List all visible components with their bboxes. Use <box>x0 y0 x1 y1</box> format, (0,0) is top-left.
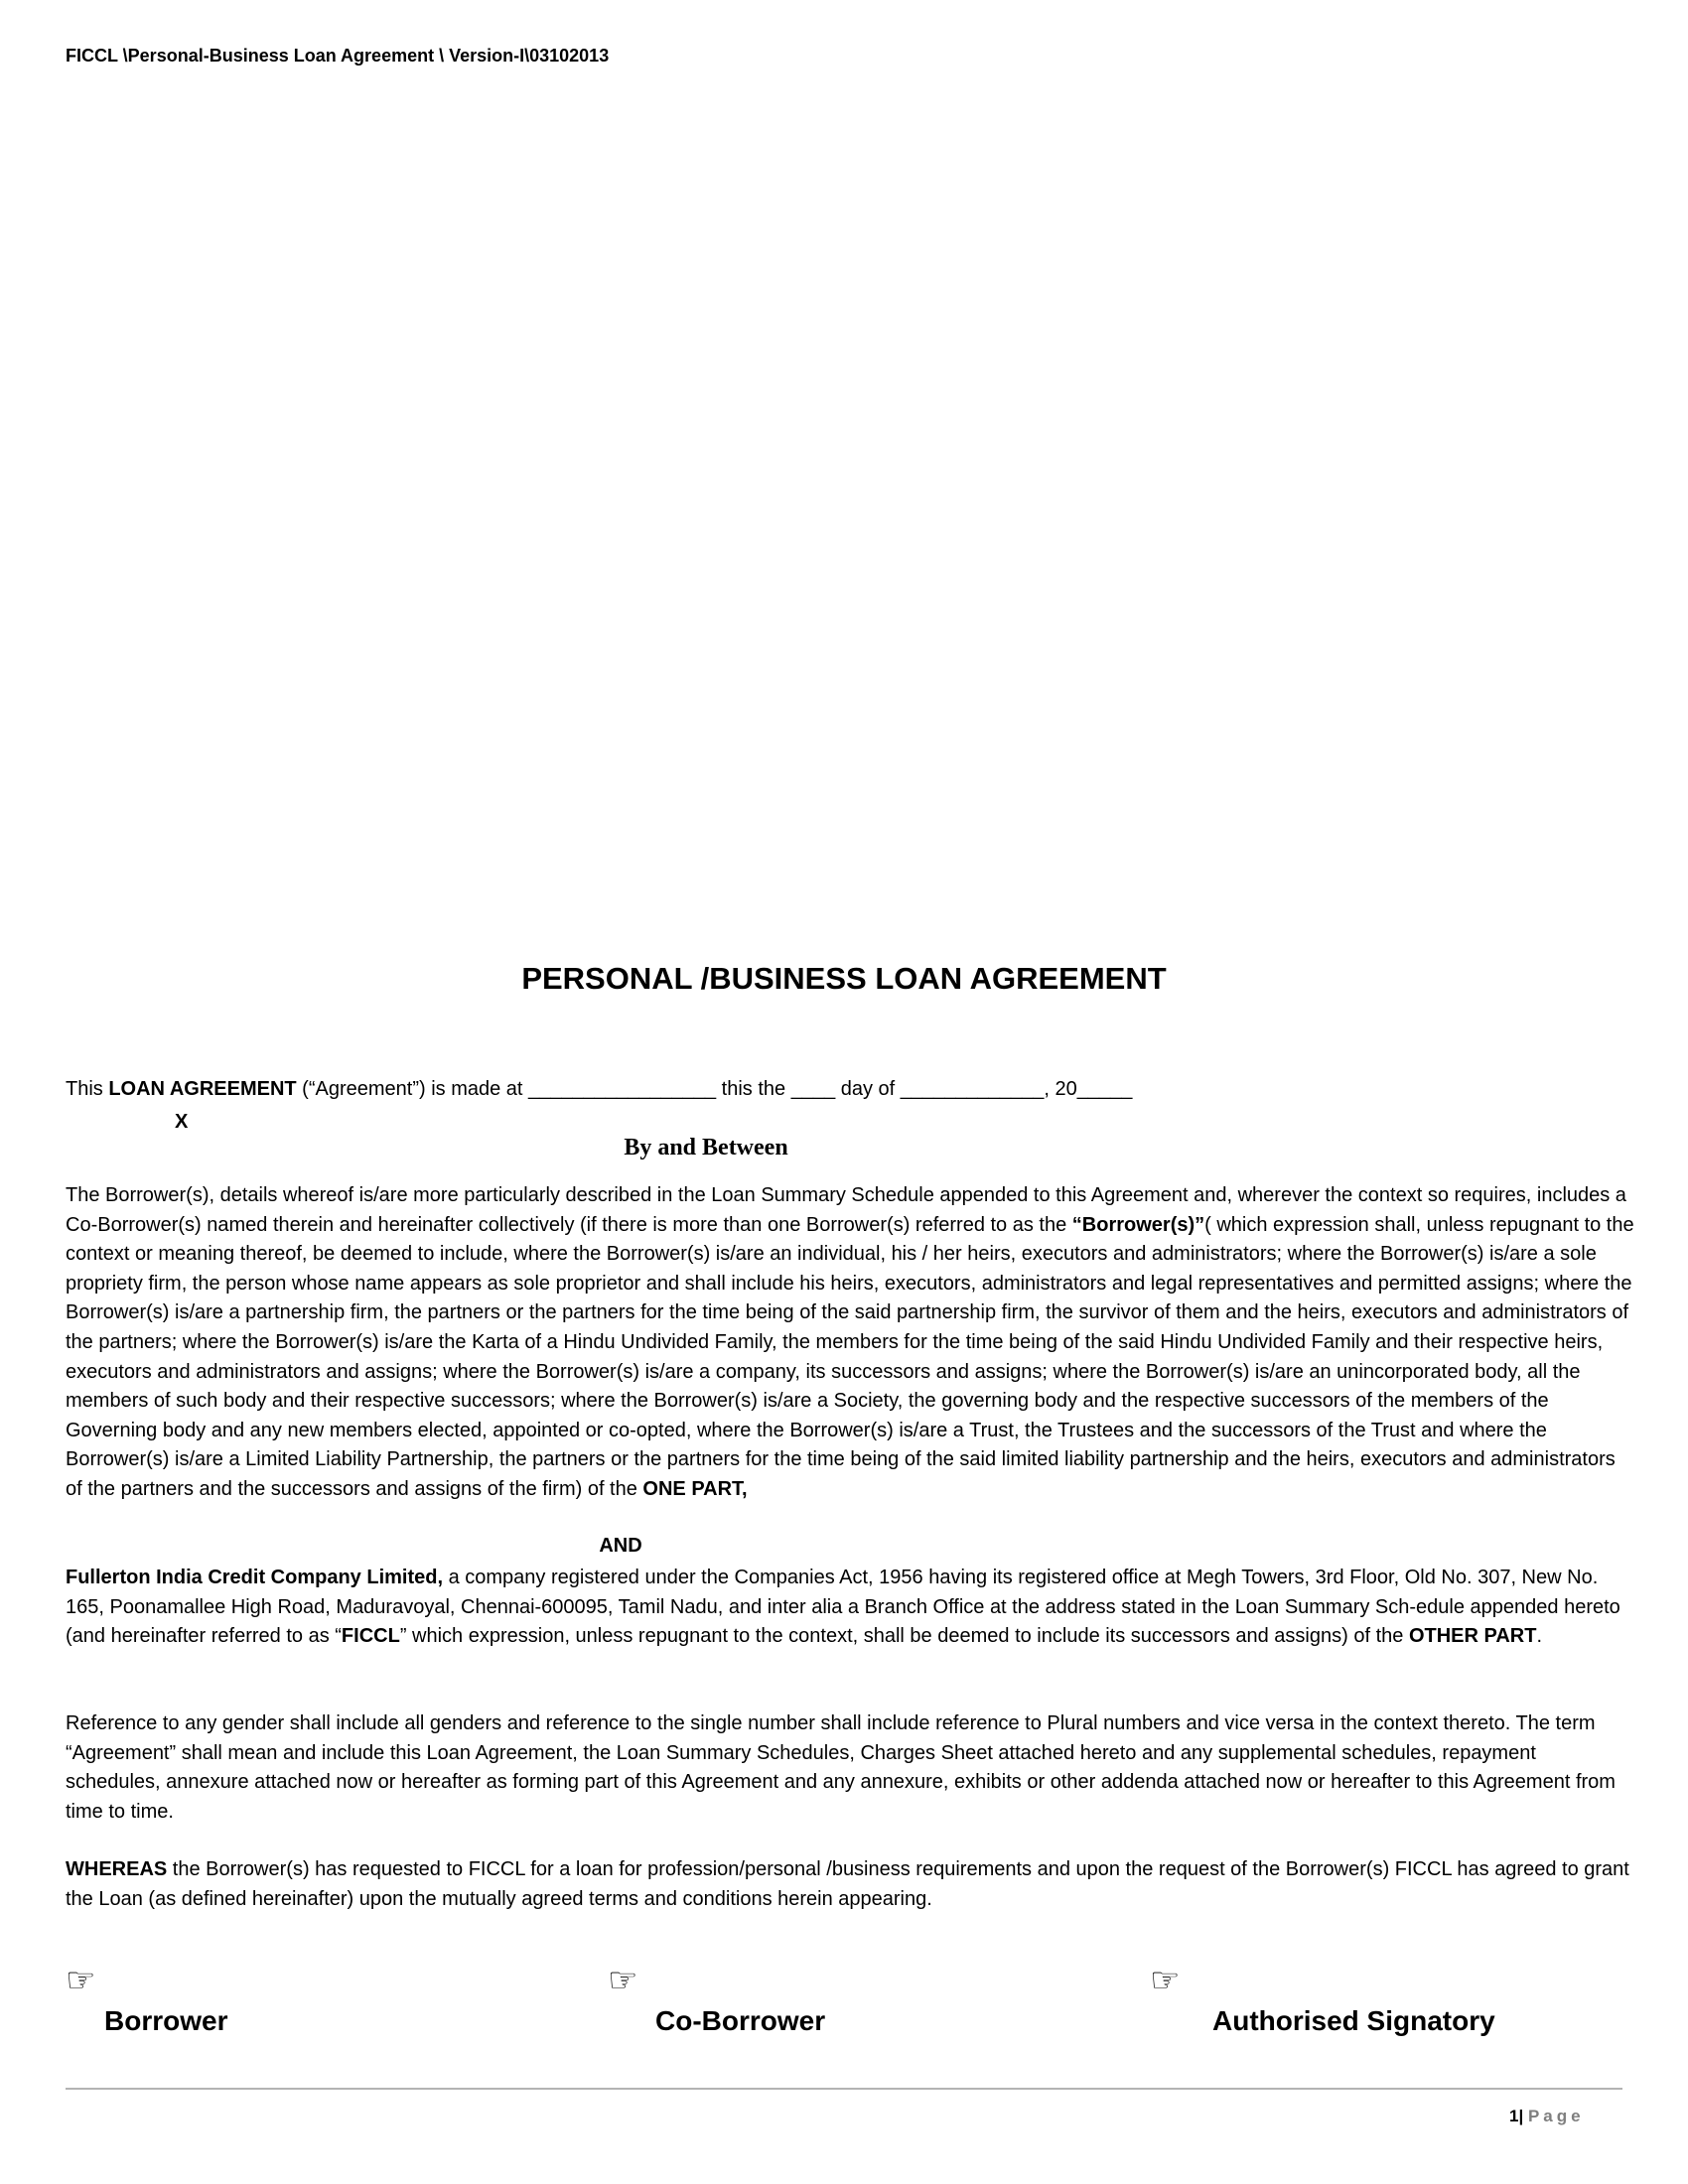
lender-company-name: Fullerton India Credit Company Limited, <box>66 1567 444 1588</box>
opening-bold-text: LOAN AGREEMENT <box>108 1078 297 1100</box>
lender-text-part2: ” which expression, unless repugnant to the context, shall be deemed to include its successors and assigns) of the <box>399 1625 1409 1648</box>
opening-post-text: (“Agreement”) is made at _________________ this the ____ day of _____________, 20_____ <box>296 1078 1133 1100</box>
borrower-signature-label: Borrower <box>104 2005 228 2036</box>
pointing-hand-icon: ☞ <box>1150 1962 1181 1999</box>
pointing-hand-icon: ☞ <box>66 1962 96 1999</box>
reference-paragraph: Reference to any gender shall include all genders and reference to the single number shall include reference to Plural numbers and vice versa in the context thereto. The term “Agreement” shall mean and include this Loan Agreement, the Loan Summary Schedules, Charges Sheet attached hereto and any supplemental schedules, repayment schedules, annexure attached now or hereafter as forming part of this Agreement and any annexure, exhibits or other addenda attached now or hereafter to this Agreement from time to time. <box>66 1712 1616 1823</box>
signature-mark-x: X <box>175 1111 189 1133</box>
whereas-paragraph <box>66 1855 1634 1914</box>
authorised-signatory-label: Authorised Signatory <box>1212 2005 1495 2036</box>
by-and-between-heading: By and Between <box>624 1135 788 1160</box>
borrower-paragraph <box>66 1181 1634 1505</box>
ficcl-defined-term: FICCL <box>341 1625 400 1648</box>
co-borrower-signature-label: Co-Borrower <box>655 2005 826 2036</box>
page-number: 1 <box>1509 2107 1519 2125</box>
lender-text-part3: . <box>1536 1625 1543 1648</box>
borrower-text-part1: The Borrower(s), details whereof is/are more particularly described in the Loan Summary Schedule appended to this Agreement and, wherever the context so requires, includes a Co-Borrower(s) named therein and hereinafter collectively (if there is more than one Borrower(s) referred to as the <box>66 1184 1626 1236</box>
lender-text-part1: a company registered under the Companies Act, 1956 having its registered office at Megh Towers, 3rd Floor, Old No. 307, New No. 165, Poonamallee High Road, Maduravoyal, Chennai-600095, Tamil Nadu, and inter alia a Branch Office at the address stated in the Loan Summary Sch-edule appended hereto (and hereinafter referred to as “ <box>66 1567 1620 1648</box>
one-part-label: ONE PART, <box>642 1477 748 1500</box>
pointing-hand-icon: ☞ <box>608 1962 638 1999</box>
borrower-text-part2: ( which expression shall, unless repugnant to the context or meaning thereof, be deemed to include, where the Borrower(s) is/are an individual, his / her heirs, executors and administrators; where the Borrower(s) is/are a sole propriety firm, the person whose name appears as sole proprietor and shall include his heirs, executors, administrators and legal representatives and permitted assigns; where the Borrower(s) is/are a partnership firm, the partners or the partners for the time being of the said partnership firm, the survivor of them and the heirs, executors and administrators of the partners; where the Borrower(s) is/are the Karta of a Hindu Undivided Family, the members for the time being of the said Hindu Undivided Family and their respective heirs, executors and administrators and assigns; where the Borrower(s) is/are a company, its successors and assigns; where the Borrower(s) is/are an unincorporated body, all the members of such body and their respective successors; where the Borrower(s) is/are a Society, the governing body and the respective successors of the members of the Governing body and any new members elected, appointed or co-opted, where the Borrower(s) is/are a Trust, the Trustees and the successors of the Trust and where the Borrower(s) is/are a Limited Liability Partnership, the partners or the partners for the time being of the said limited liability partnership and the heirs, executors and administrators of the partners and the successors and assigns of the firm) of the <box>66 1213 1634 1500</box>
lender-paragraph <box>66 1564 1634 1652</box>
and-separator: AND <box>599 1535 642 1557</box>
page-footer <box>1509 2107 1585 2126</box>
document-header-reference: FICCL \Personal-Business Loan Agreement \ Version-I\03102013 <box>66 46 610 66</box>
borrower-defined-term: “Borrower(s)” <box>1071 1213 1205 1236</box>
page-title: PERSONAL /BUSINESS LOAN AGREEMENT <box>521 961 1167 996</box>
whereas-label: WHEREAS <box>66 1858 168 1880</box>
page-separator: | <box>1518 2107 1524 2125</box>
agreement-opening-line <box>66 1078 1132 1101</box>
page-label: Page <box>1527 2107 1585 2125</box>
other-part-label: OTHER PART <box>1408 1625 1537 1648</box>
footer-divider <box>66 2088 1622 2090</box>
opening-pre-text: This <box>66 1078 109 1100</box>
whereas-text: the Borrower(s) has requested to FICCL for a loan for profession/personal /business requirements and upon the request of the Borrower(s) FICCL has agreed to grant the Loan (as defined hereinafter) upon the mutually agreed terms and conditions herein appearing. <box>66 1858 1629 1910</box>
